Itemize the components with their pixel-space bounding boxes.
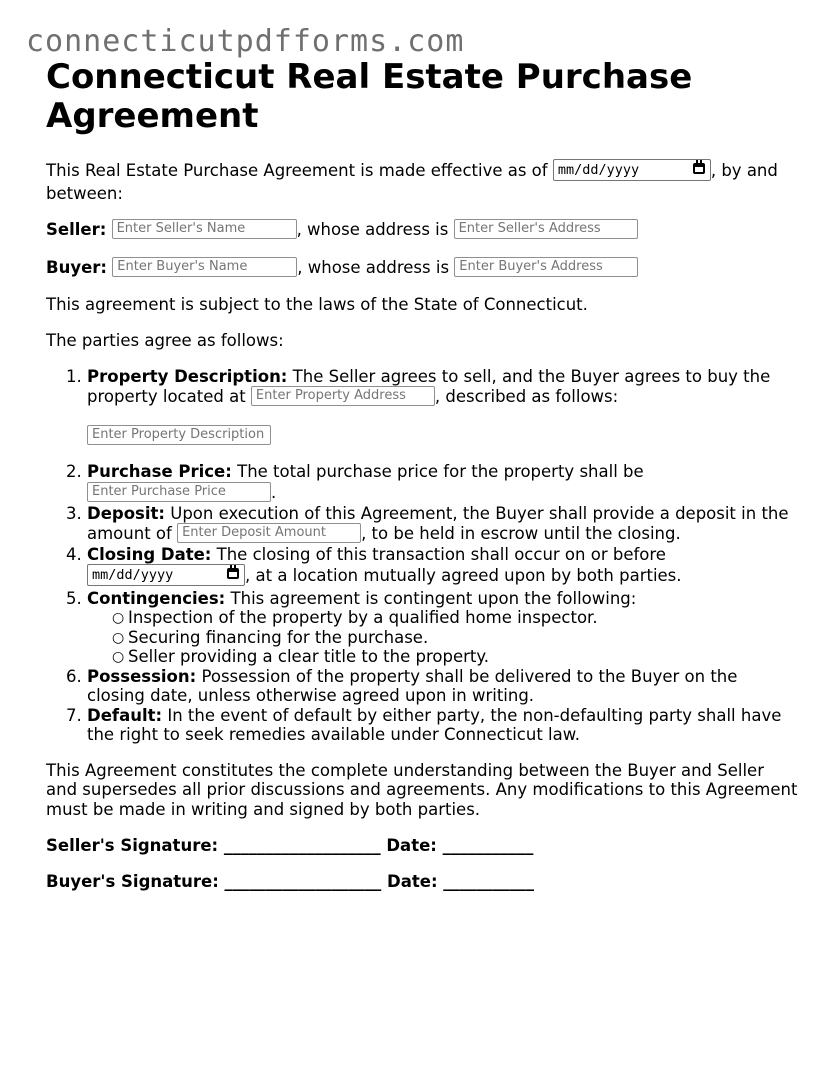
watermark: connecticutpdfforms.com — [26, 24, 465, 59]
property-description-input[interactable]: Enter Property Description — [87, 425, 271, 445]
effective-date-placeholder: mm/dd/yyyy — [557, 162, 640, 178]
closing-line-2 — [87, 566, 682, 586]
item-number: 5. — [66, 589, 82, 608]
property-heading: Property Description: — [87, 367, 288, 386]
agree-text: The parties agree as follows: — [46, 331, 284, 350]
purchase-price-input[interactable]: Enter Purchase Price — [87, 482, 271, 502]
deposit-escrow-text: , to be held in escrow until the closing. — [361, 524, 681, 543]
item-number: 7. — [66, 706, 82, 725]
buyer-address-input[interactable]: Enter Buyer's Address — [454, 257, 638, 277]
price-period: . — [271, 483, 277, 502]
item-number: 2. — [66, 462, 82, 481]
calendar-icon[interactable] — [227, 568, 239, 579]
item-number: 1. — [66, 367, 82, 386]
intro-text: This Real Estate Purchase Agreement is made effective as of — [46, 161, 548, 180]
closing-heading: Closing Date: — [87, 545, 212, 564]
property-line-2 — [87, 387, 618, 407]
deposit-amount-input[interactable]: Enter Deposit Amount — [177, 523, 361, 543]
property-located-text: property located at — [87, 387, 246, 406]
contingencies-heading: Contingencies: — [87, 589, 226, 608]
item-number: 3. — [66, 504, 82, 523]
default-line-2: the right to seek remedies available under Connecticut law. — [87, 725, 580, 744]
calendar-icon[interactable] — [693, 163, 705, 174]
buyer-whose-text: , whose address is — [297, 258, 450, 277]
property-line-1 — [87, 367, 770, 387]
seller-name-input[interactable]: Enter Seller's Name — [112, 219, 297, 239]
item-number: 6. — [66, 667, 82, 686]
bullet-icon: ○ — [112, 610, 125, 626]
seller-whose-text: , whose address is — [296, 220, 449, 239]
property-described-text: , described as follows: — [434, 387, 619, 406]
default-text: In the event of default by either party, the non-defaulting party shall have — [167, 706, 782, 725]
closing-date-input[interactable] — [87, 564, 245, 586]
buyer-label: Buyer: — [46, 258, 108, 277]
price-line-1 — [87, 462, 644, 482]
buyer-name-input[interactable]: Enter Buyer's Name — [112, 257, 297, 277]
closing-paragraph-line: and supersedes all prior discussions and agreements. Any modifications to this Agreement — [46, 780, 798, 799]
item-number: 4. — [66, 545, 82, 564]
bullet-icon: ○ — [112, 630, 125, 646]
property-address-input[interactable]: Enter Property Address — [251, 386, 435, 406]
closing-paragraph-line: must be made in writing and signed by both parties. — [46, 800, 481, 819]
default-line-1 — [87, 706, 781, 726]
contingency-item: Inspection of the property by a qualified home inspector. — [128, 608, 598, 627]
contingency-item: Seller providing a clear title to the property. — [128, 647, 490, 666]
buyer-signature-line: Buyer's Signature: ___________________ Date: ___________ — [46, 872, 535, 891]
seller-address-input[interactable]: Enter Seller's Address — [454, 219, 638, 239]
deposit-line-1 — [87, 504, 789, 524]
deposit-amount-text: amount of — [87, 524, 172, 543]
deposit-text: Upon execution of this Agreement, the Buyer shall provide a deposit in the — [170, 504, 789, 523]
closing-line-1 — [87, 545, 666, 565]
closing-location-text: , at a location mutually agreed upon by both parties. — [245, 566, 682, 585]
contingency-item: Securing financing for the purchase. — [128, 628, 429, 647]
buyer-line — [46, 258, 638, 278]
default-heading: Default: — [87, 706, 163, 725]
possession-text: Possession of the property shall be delivered to the Buyer on the — [201, 667, 738, 686]
intro-line — [46, 161, 778, 181]
possession-heading: Possession: — [87, 667, 197, 686]
closing-paragraph-line: This Agreement constitutes the complete understanding between the Buyer and Seller — [46, 761, 764, 780]
closing-date-placeholder: mm/dd/yyyy — [92, 567, 174, 583]
closing-text: The closing of this transaction shall occur on or before — [216, 545, 666, 564]
deposit-heading: Deposit: — [87, 504, 165, 523]
price-heading: Purchase Price: — [87, 462, 232, 481]
price-text: The total purchase price for the property shall be — [237, 462, 644, 481]
bullet-icon: ○ — [112, 649, 125, 665]
seller-label: Seller: — [46, 220, 107, 239]
seller-signature-line: Seller's Signature: ___________________ Date: ___________ — [46, 836, 534, 855]
intro-line-2: between: — [46, 184, 123, 203]
seller-line — [46, 220, 638, 240]
property-description-line — [87, 426, 271, 446]
contingencies-line — [87, 589, 636, 609]
deposit-line-2 — [87, 524, 681, 544]
laws-text: This agreement is subject to the laws of the State of Connecticut. — [46, 295, 588, 314]
intro-text-after: , by and — [710, 161, 778, 180]
possession-line-2: closing date, unless otherwise agreed upon in writing. — [87, 686, 535, 705]
property-text: The Seller agrees to sell, and the Buyer agrees to buy the — [292, 367, 771, 386]
page-title: Connecticut Real Estate Purchase Agreement — [46, 57, 693, 136]
possession-line-1 — [87, 667, 737, 687]
effective-date-input[interactable] — [553, 159, 711, 181]
contingencies-text: This agreement is contingent upon the following: — [230, 589, 637, 608]
price-line-2 — [87, 483, 276, 503]
